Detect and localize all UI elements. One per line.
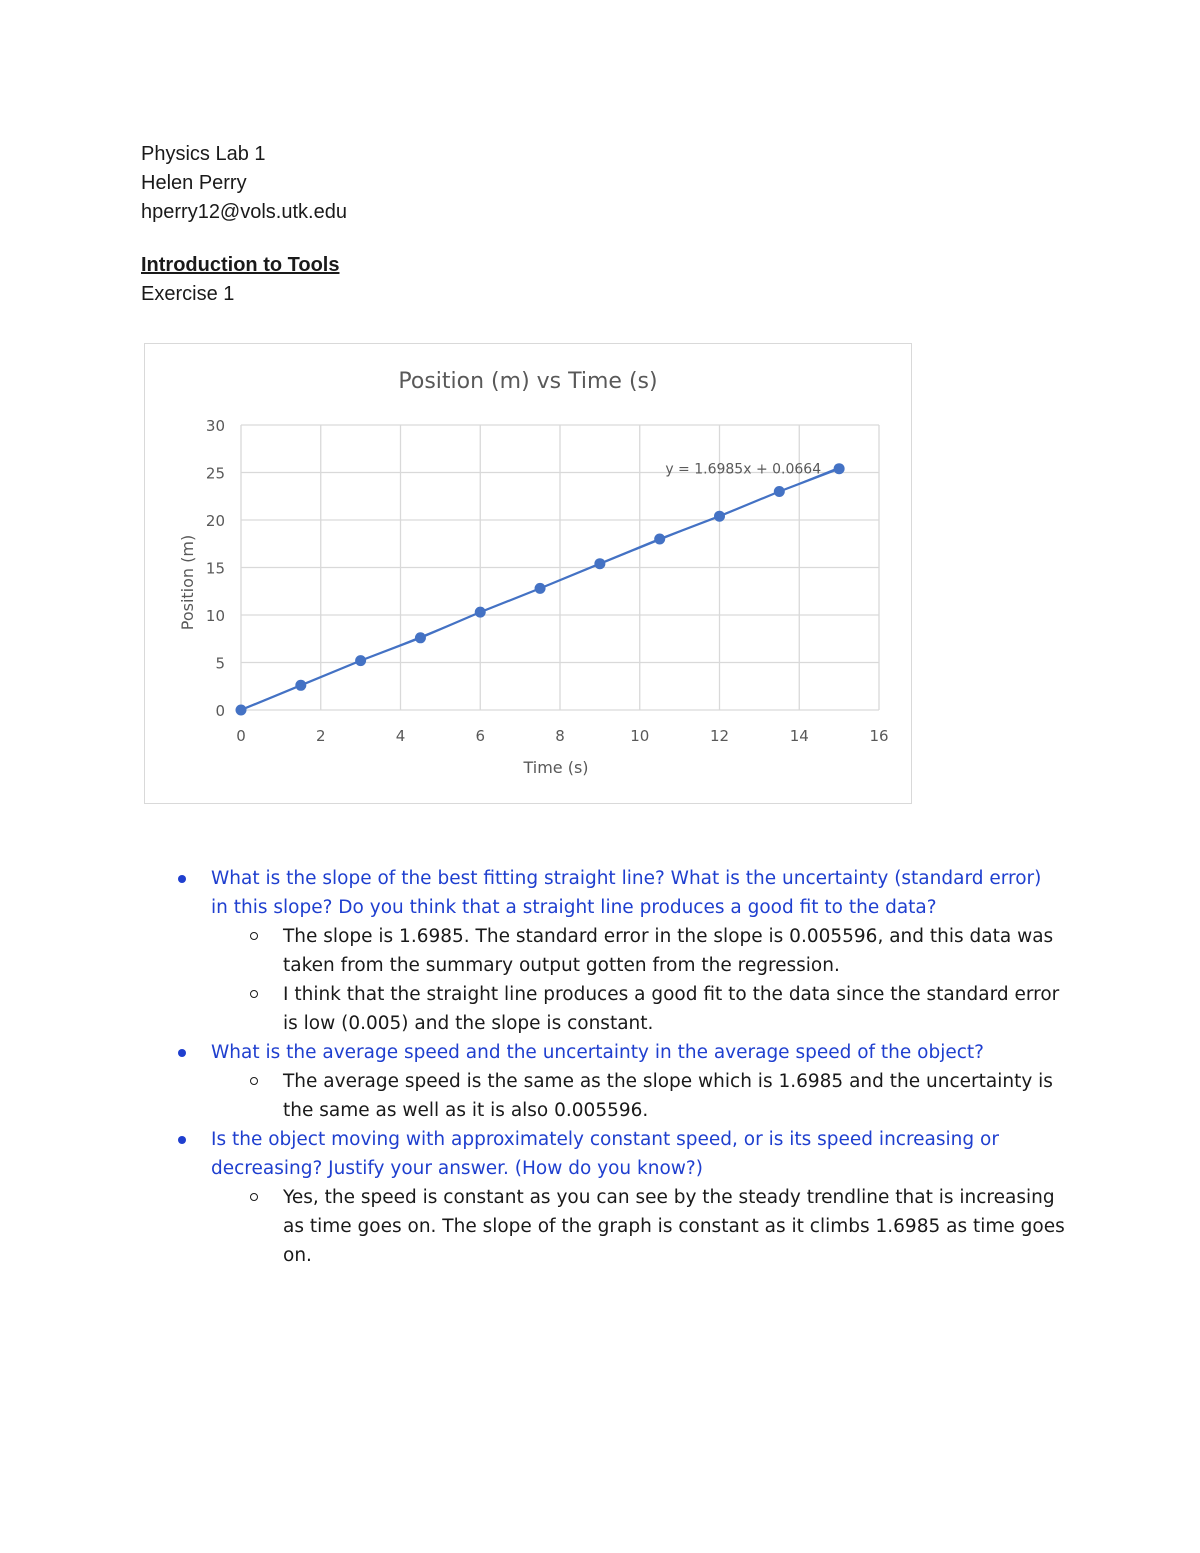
bullet-filled-icon [178, 875, 186, 883]
x-tick-label: 0 [236, 727, 246, 745]
y-tick-label: 25 [205, 464, 225, 483]
bullet-hollow-icon [250, 1077, 258, 1085]
data-point [355, 655, 366, 666]
answer-text: Yes, the speed is constant as you can see by the steady trendline that is increasing as time goes on. The slope of the graph is constant as it climbs 1.6985 as time goes on. [283, 1187, 1065, 1266]
answer-text: I think that the straight line produces a good fit to the data since the standard error is low (0.005) and the slope is constant. [283, 984, 1060, 1034]
x-tick-label: 2 [315, 727, 326, 745]
chart-title: Position (m) vs Time (s) [398, 369, 658, 394]
data-point [654, 534, 665, 545]
bullet-hollow-icon [250, 932, 258, 940]
y-axis-label: Position (m) [178, 534, 197, 631]
y-tick-label: 10 [205, 607, 225, 625]
author-name: Helen Perry [141, 172, 247, 194]
question-list [0, 864, 1200, 1270]
section-heading: Introduction to Tools [141, 254, 340, 276]
bullet-filled-icon [178, 1049, 186, 1057]
x-tick-label: 10 [630, 727, 650, 745]
trendline-equation: y = 1.6985x + 0.0664 [665, 461, 822, 478]
data-point [236, 705, 247, 716]
data-point [295, 680, 306, 691]
y-tick-label: 20 [205, 512, 225, 530]
y-tick-label: 0 [215, 702, 225, 720]
answer-text: The average speed is the same as the slope which is 1.6985 and the uncertainty is the same as well as it is also 0.005596. [283, 1071, 1053, 1121]
x-tick-label: 6 [475, 727, 486, 745]
question-text: Is the object moving with approximately constant speed, or is its speed increasing or decreasing? Justify your answer. (How do you know?) [211, 1129, 999, 1179]
x-axis-label: Time (s) [523, 758, 589, 777]
data-point [594, 558, 605, 569]
x-tick-label: 4 [395, 727, 406, 745]
data-point [535, 583, 546, 594]
bullet-filled-icon [178, 1136, 186, 1144]
question-text: What is the slope of the best fitting straight line? What is the uncertainty (standard error) in this slope? Do you think that a straight line produces a good fit to the data? [211, 868, 1042, 918]
bullet-hollow-icon [250, 990, 258, 998]
question-item [211, 864, 1061, 922]
x-tick-label: 14 [789, 727, 809, 745]
document-title: Physics Lab 1 [141, 143, 266, 165]
answer-item [283, 980, 1073, 1038]
data-point [475, 607, 486, 618]
question-item [211, 1125, 1061, 1183]
x-tick-label: 16 [869, 727, 889, 745]
answer-item [283, 922, 1073, 980]
chart-frame [144, 343, 912, 804]
author-email: hperry12@vols.utk.edu [141, 201, 347, 223]
y-tick-label: 5 [215, 654, 225, 673]
y-tick-label: 30 [205, 417, 225, 435]
data-point [774, 486, 785, 497]
exercise-label: Exercise 1 [141, 283, 235, 305]
x-tick-label: 8 [555, 727, 565, 745]
position-time-chart [145, 344, 913, 805]
answer-text: The slope is 1.6985. The standard error in the slope is 0.005596, and this data was taken from the summary output gotten from the regression. [283, 926, 1054, 976]
document-header [141, 140, 347, 227]
data-point [415, 632, 426, 643]
y-tick-label: 15 [205, 559, 225, 578]
answer-item [283, 1067, 1073, 1125]
question-text: What is the average speed and the uncertainty in the average speed of the object? [211, 1042, 984, 1063]
x-tick-label: 12 [709, 727, 730, 745]
data-point [834, 463, 845, 474]
data-point [714, 511, 725, 522]
question-item [211, 1038, 1061, 1067]
bullet-hollow-icon [250, 1193, 258, 1201]
answer-item [283, 1183, 1073, 1270]
